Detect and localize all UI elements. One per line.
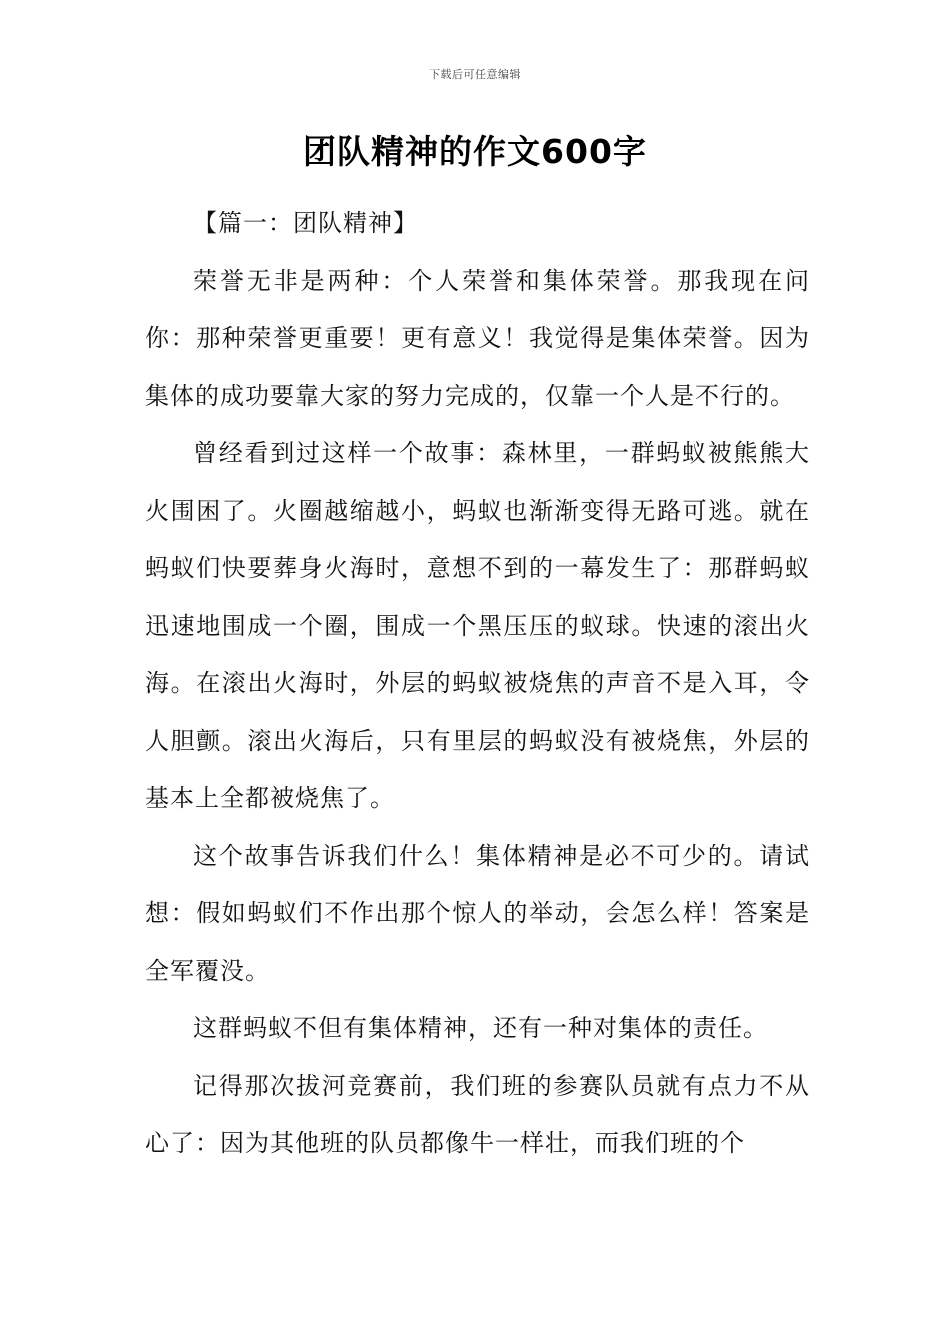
paragraph-3: 这个故事告诉我们什么！集体精神是必不可少的。请试想：假如蚂蚁们不作出那个惊人的举动，会怎么样！答案是全军覆没。: [145, 841, 810, 985]
paragraph-1: 荣誉无非是两种：个人荣誉和集体荣誉。那我现在问你：那种荣誉更重要！更有意义！我觉得是集体荣誉。因为集体的成功要靠大家的努力完成的，仅靠一个人是不行的。: [145, 266, 810, 410]
paragraph-5: 记得那次拔河竞赛前，我们班的参赛队员就有点力不从心了：因为其他班的队员都像牛一样壮，而我们班的个: [145, 1071, 810, 1157]
document-body: [145, 195, 810, 1173]
paragraph-2: 曾经看到过这样一个故事：森林里，一群蚂蚁被熊熊大火围困了。火圈越缩越小，蚂蚁也渐渐变得无路可逃。就在蚂蚁们快要葬身火海时，意想不到的一幕发生了：那群蚂蚁迅速地围成一个圈，围成一个黑压压的蚁球。快速的滚出火海。在滚出火海时，外层的蚂蚁被烧焦的声音不是入耳，令人胆颤。滚出火海后，只有里层的蚂蚁没有被烧焦，外层的基本上全都被烧焦了。: [145, 439, 810, 812]
section-heading: 【篇一：团队精神】: [193, 209, 418, 237]
paragraph-4: 这群蚂蚁不但有集体精神，还有一种对集体的责任。: [193, 1014, 768, 1042]
document-title: 团队精神的作文600字: [303, 132, 647, 171]
header-note: 下载后可任意编辑: [429, 68, 521, 81]
